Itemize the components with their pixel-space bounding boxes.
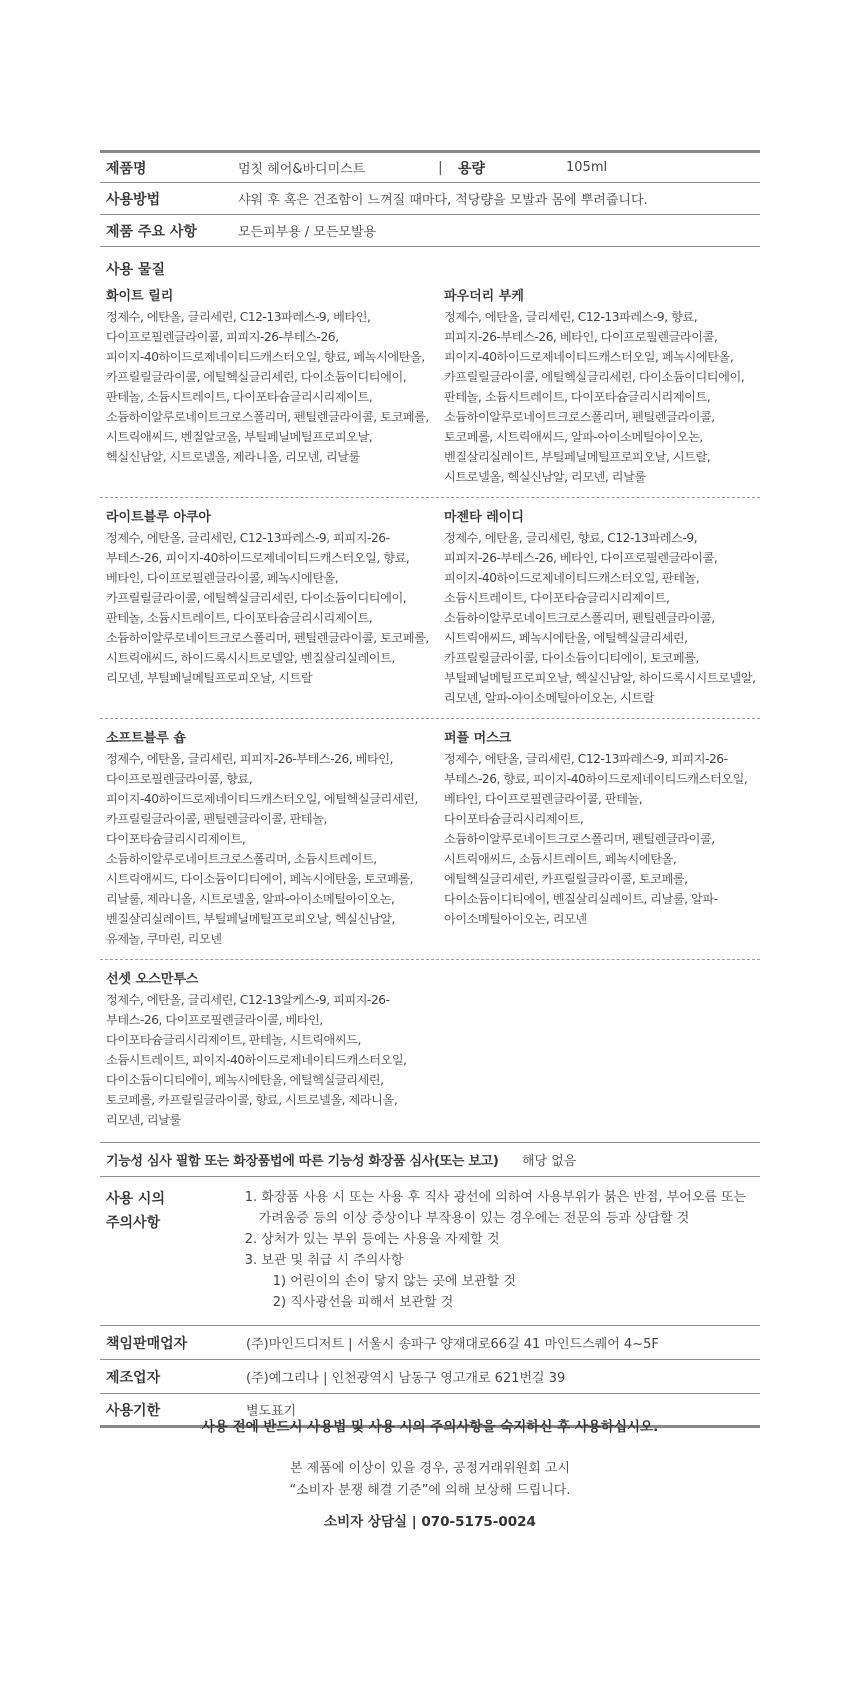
- usage-label: 사용방법: [106, 191, 161, 208]
- material-ingredients: 정제수, 에탄올, 글리세린, 피피지-26-부테스-26, 베타인, 다이프로필렌글라이콜, 향료, 피이지-40하이드로제네이티드캐스터오일, 에틸헥실글리세린, 카프릴릴글라이콜, 펜틸렌글라이콜, 판테놀, 다이포타슘글리시리제이트, 소듐하이알루로네이트크로스폴리머, 소듐시트레이트, 시트릭애씨드, 다이소듐이디티에이, 페녹시에탄올, 토코페롤, 리날룰, 제라니올, 시트로넬올, 알파-아이소메틸아이오논, 벤질살리실레이트, 부틸페닐메틸프로피오날, 헥실신남알, 유제놀, 쿠마린, 리모넨: [106, 752, 418, 946]
- material-name: 파우더리 부케: [444, 289, 524, 304]
- caution-label-line: 주의사항: [106, 1215, 161, 1231]
- product-info-sheet: [100, 150, 760, 1428]
- material-item: [430, 729, 760, 949]
- material-ingredients: 정제수, 에탄올, 글리세린, C12-13알케스-9, 피피지-26-부테스-26, 다이프로필렌글라이콜, 베타인, 다이포타슘글리시리제이트, 판테놀, 시트릭애씨드, 소듐시트레이트, 피이지-40하이드로제네이티드캐스터오일, 다이소듐이디티에이, 페녹시에탄올, 에틸헥실글리세린, 토코페롤, 카프릴릴글라이콜, 향료, 시트로넬올, 제라니올, 리모넨, 리날룰: [106, 993, 407, 1127]
- caution-row: [100, 1177, 760, 1326]
- caution-label: [100, 1187, 245, 1313]
- seller-row: [100, 1326, 760, 1360]
- material-item: [430, 508, 760, 708]
- usage-notice: 사용 전에 반드시 사용법 및 사용 시의 주의사항을 숙지하신 후 사용하십시오.: [201, 1419, 659, 1435]
- spec-label: 제품 주요 사항: [106, 223, 197, 240]
- consumer-contact: 소비자 상담실 | 070-5175-0024: [324, 1514, 536, 1530]
- spec-value: 모든피부용 / 모든모발용: [238, 225, 377, 240]
- material-name: 소프트블루 숍: [106, 731, 186, 746]
- material-name: 마젠타 레이디: [444, 510, 524, 525]
- material-ingredients: 정제수, 에탄올, 글리세린, 향료, C12-13파레스-9, 피피지-26-부테스-26, 베타인, 다이프로필렌글라이콜, 피이지-40하이드로제네이티드캐스터오일, 판테놀, 소듐시트레이트, 다이포타슘글리시리제이트, 소듐하이알루로네이트크로스폴리머, 펜틸렌글라이콜, 시트릭애씨드, 페녹시에탄올, 에틸헥실글리세린, 카프릴릴글라이콜, 다이소듐이디티에이, 토코페롤, 부틸페닐메틸프로피오날, 헥실신남알, 하이드록시시트로넬알, 리모넨, 알파-아이소메틸아이오논, 시트랄: [444, 531, 756, 705]
- maker-value: (주)예그리나 | 인천광역시 남동구 영고개로 621번길 39: [246, 1371, 566, 1386]
- usage-value: 샤워 후 혹은 건조함이 느껴질 때마다, 적당량을 모발과 몸에 뿌려줍니다.: [238, 193, 648, 208]
- material-ingredients: 정제수, 에탄올, 글리세린, C12-13파레스-9, 피피지-26-부테스-26, 피이지-40하이드로제네이티드캐스터오일, 향료, 베타인, 다이프로필렌글라이콜, 페녹시에탄올, 카프릴릴글라이콜, 에틸헥실글리세린, 다이소듐이디티에이, 판테놀, 소듐시트레이트, 다이포타슘글리시리제이트, 소듐하이알루로네이트크로스폴리머, 펜틸렌글라이콜, 토코페롤, 시트릭애씨드, 하이드록시시트로넬알, 벤질살리실레이트, 리모넨, 부틸페닐메틸프로피오날, 시트랄: [106, 531, 429, 685]
- caution-item: 3. 보관 및 취급 시 주의사항: [244, 1253, 404, 1268]
- materials-row: [100, 960, 760, 1130]
- maker-row: [100, 1360, 760, 1394]
- expiry-value: 별도표기: [246, 1404, 297, 1419]
- caution-subitem: 1) 어린이의 손이 닿지 않는 곳에 보관할 것: [272, 1274, 516, 1289]
- material-ingredients: 정제수, 에탄올, 글리세린, C12-13파레스-9, 피피지-26-부테스-26, 향료, 피이지-40하이드로제네이티드캐스터오일, 베타인, 다이프로필렌글라이콜, 판테놀, 다이포타슘글리시리제이트, 소듐하이알루로네이트크로스폴리머, 펜틸렌글라이콜, 시트릭애씨드, 소듐시트레이트, 페녹시에탄올, 에틸헥실글리세린, 카프릴릴글라이콜, 토코페롤, 다이소듐이디티에이, 벤질살리실레이트, 리날룰, 알파-아이소메틸아이오논, 리모넨: [444, 752, 748, 926]
- material-item: [100, 729, 430, 949]
- material-item: [430, 287, 760, 487]
- seller-label: 책임판매업자: [106, 1335, 188, 1352]
- capacity-label: 용량: [458, 160, 486, 177]
- caution-list: [245, 1187, 760, 1313]
- functional-review-label: 기능성 심사 필함 또는 화장품법에 따른 기능성 화장품 심사(또는 보고): [106, 1154, 499, 1169]
- row-separator: |: [438, 159, 443, 176]
- product-name-label: 제품명: [106, 160, 147, 177]
- material-name: 퍼플 머스크: [444, 731, 512, 746]
- material-name: 선셋 오스만투스: [106, 972, 199, 987]
- spec-row: [100, 215, 760, 247]
- material-item: [100, 508, 430, 708]
- materials-row: [100, 277, 760, 498]
- product-name-row: [100, 150, 760, 183]
- materials-row: [100, 498, 760, 719]
- functional-review-row: [100, 1142, 760, 1177]
- compensation-line: 본 제품에 이상이 있을 경우, 공정거래위원회 고시: [289, 1461, 571, 1476]
- capacity-value: 105ml: [566, 160, 608, 175]
- material-ingredients: 정제수, 에탄올, 글리세린, C12-13파레스-9, 베타인, 다이프로필렌글라이콜, 피피지-26-부테스-26, 피이지-40하이드로제네이티드캐스터오일, 향료, 페녹시에탄올, 카프릴릴글라이콜, 에틸헥실글리세린, 다이소듐이디티에이, 판테놀, 소듐시트레이트, 다이포타슘글리시리제이트, 소듐하이알루로네이트크로스폴리머, 펜틸렌글라이콜, 토코페롤, 시트릭애씨드, 벤질알코올, 부틸페닐메틸프로피오날, 헥실신남알, 시트로넬올, 제라니올, 리모넨, 리날룰: [106, 310, 429, 464]
- product-name-value: 멈칫 헤어&바디미스트: [238, 162, 366, 177]
- material-ingredients: 정제수, 에탄올, 글리세린, C12-13파레스-9, 향료, 피피지-26-부테스-26, 베타인, 다이프로필렌글라이콜, 피이지-40하이드로제네이티드캐스터오일, 페녹시에탄올, 카프릴릴글라이콜, 에틸헥실글리세린, 다이소듐이디티에이, 판테놀, 소듐시트레이트, 다이포타슘글리시리제이트, 소듐하이알루로네이트크로스폴리머, 펜틸렌글라이콜, 토코페롤, 시트릭애씨드, 알파-아이소메틸아이오논, 벤질살리실레이트, 부틸페닐메틸프로피오날, 시트랄, 시트로넬올, 헥실신남알, 리모넨, 리날룰: [444, 310, 745, 484]
- material-item: [100, 970, 430, 1130]
- functional-review-value: 해당 없음: [522, 1154, 577, 1169]
- caution-item: 1. 화장품 사용 시 또는 사용 후 직사 광선에 의하여 사용부위가 붉은 반점, 부어오름 또는 가려움증 등의 이상 증상이나 부작용이 있는 경우에는 전문의 등과 상담할 것: [244, 1190, 747, 1226]
- maker-label: 제조업자: [106, 1369, 161, 1386]
- caution-label-line: 사용 시의: [106, 1191, 165, 1207]
- usage-row: [100, 183, 760, 215]
- expiry-label: 사용기한: [106, 1402, 161, 1419]
- materials-row: [100, 719, 760, 960]
- caution-subitem: 2) 직사광선을 피해서 보관할 것: [272, 1295, 454, 1310]
- material-name: 라이트블루 아쿠아: [106, 510, 211, 525]
- caution-item: 2. 상처가 있는 부위 등에는 사용을 자제할 것: [244, 1232, 500, 1247]
- material-name: 화이트 릴리: [106, 289, 174, 304]
- material-item: [100, 287, 430, 487]
- seller-value: (주)마인드디저트 | 서울시 송파구 양재대로66길 41 마인드스퀘어 4~5F: [246, 1337, 659, 1352]
- compensation-line: “소비자 분쟁 해결 기준”에 의해 보상해 드립니다.: [289, 1483, 571, 1498]
- materials-title: 사용 물질: [106, 262, 165, 278]
- compensation-notice: [0, 1458, 860, 1502]
